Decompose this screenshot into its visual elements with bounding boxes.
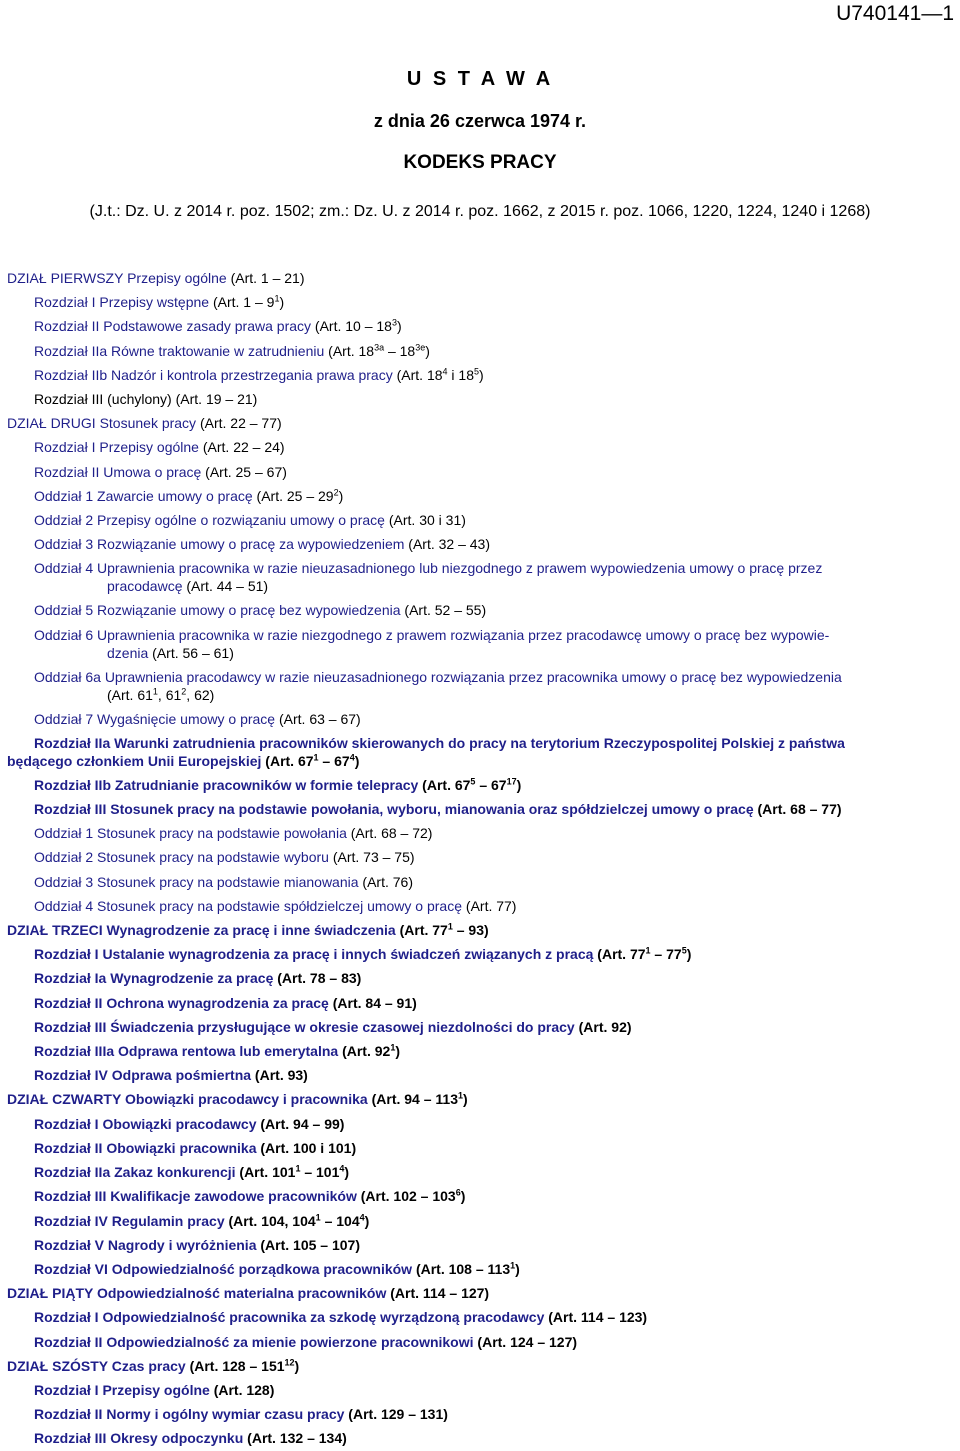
toc-entry[interactable]: Rozdział Ia Wynagrodzenie za pracę (Art. 78 – 83) bbox=[34, 970, 362, 987]
toc-entry[interactable]: Rozdział I Przepisy wstępne (Art. $1 - 9^1$) bbox=[34, 293, 285, 311]
toc-entry[interactable]: Oddział 1 Zawarcie umowy o pracę (Art. $25 - 29^2$) bbox=[34, 487, 344, 504]
toc-entry[interactable]: Rozdział IV Regulamin pracy (Art. 104, $104^1 - 104^4$) bbox=[34, 1211, 370, 1229]
toc-section-entry[interactable]: DZIAŁ CZWARTY Obowiązki pracodawcy i pracownika (Art. $94 - 113^1$) bbox=[7, 1090, 468, 1108]
toc-entry[interactable]: Rozdział IIIa Odprawa rentowa lub emerytalna (Art. $92^1$) bbox=[34, 1042, 400, 1060]
toc-section-entry[interactable]: DZIAŁ DRUGI Stosunek pracy (Art. 22 – 77) bbox=[7, 415, 282, 432]
toc-entry[interactable]: Oddział 2 Stosunek pracy na podstawie wyboru (Art. 73 – 75) bbox=[34, 849, 415, 866]
toc-entry[interactable]: Rozdział V Nagrody i wyróżnienia (Art. 105 – 107) bbox=[34, 1236, 360, 1253]
toc-section-entry[interactable]: DZIAŁ TRZECI Wynagrodzenie za pracę i inne świadczenia (Art. $77^1 - 93$) bbox=[7, 921, 489, 939]
toc-entry[interactable]: Rozdział III Kwalifikacje zawodowe pracowników (Art. $102 - 103^6$) bbox=[34, 1187, 466, 1205]
toc-entry[interactable]: Rozdział II Ochrona wynagrodzenia za pracę (Art. 84 – 91) bbox=[34, 994, 417, 1011]
toc-entry[interactable]: Rozdział IIa Równe traktowanie w zatrudnieniu (Art. $18^{3a} - 18^{3e}$) bbox=[34, 341, 430, 359]
toc-entry[interactable]: Rozdział III Świadczenia przysługujące w okresie czasowej niezdolności do pracy (Art. 92) bbox=[34, 1018, 632, 1035]
toc-entry[interactable]: Rozdział I Przepisy ogólne (Art. 22 – 24) bbox=[34, 439, 285, 456]
toc-entry[interactable]: Rozdział IIb Nadzór i kontrola przestrzegania prawa pracy (Art. $18^4$ i $18^5$) bbox=[34, 366, 484, 383]
publication-source: (J.t.: Dz. U. z 2014 r. poz. 1502; zm.: Dz. U. z 2014 r. poz. 1662, z 2015 r. poz. 1066, 1220, 1224, 1240 i 1268) bbox=[89, 203, 871, 220]
toc-entry[interactable]: Rozdział I Obowiązki pracodawcy (Art. 94 – 99) bbox=[34, 1115, 345, 1132]
toc-entry[interactable]: Oddział 4 Uprawnienia pracownika w razie nieuzasadnionego lub niezgodnego z prawem wypowiedzenia umowy o pracę przez pracodawcę (Art. 44 – 51) bbox=[34, 560, 823, 595]
toc-section-entry[interactable]: DZIAŁ PIĄTY Odpowiedzialność materialna pracowników (Art. 114 – 127) bbox=[7, 1285, 490, 1302]
toc-entry[interactable]: Rozdział II Podstawowe zasady prawa pracy (Art. $10 - 18^3$) bbox=[34, 317, 402, 335]
toc-entry[interactable]: Rozdział III Stosunek pracy na podstawie powołania, wyboru, mianowania oraz spółdzielczej umowy o pracę (Art. 68 – 77) bbox=[34, 801, 842, 818]
toc-entry[interactable]: Oddział 1 Stosunek pracy na podstawie powołania (Art. 68 – 72) bbox=[34, 825, 433, 842]
act-date: z dnia 26 czerwca 1974 r. bbox=[373, 111, 587, 131]
toc-entry[interactable]: Oddział 7 Wygaśnięcie umowy o pracę (Art. 63 – 67) bbox=[34, 710, 361, 727]
toc-entry[interactable]: Rozdział I Przepisy ogólne (Art. 128) bbox=[34, 1381, 275, 1398]
toc-section-entry[interactable]: DZIAŁ SZÓSTY Czas pracy (Art. $128 - 151^{12}$) bbox=[7, 1357, 300, 1374]
toc-entry[interactable]: Oddział 5 Rozwiązanie umowy o pracę bez wypowiedzenia (Art. 52 – 55) bbox=[34, 602, 487, 619]
toc-entry[interactable]: Rozdział VI Odpowiedzialność porządkowa pracowników (Art. $108 - 113^1$) bbox=[34, 1260, 520, 1277]
toc-entry[interactable]: Oddział 6 Uprawnienia pracownika w razie niezgodnego z prawem rozwiązania przez pracodawcę umowy o pracę bez wypowie- dzenia (Art. 56 – 61) bbox=[34, 626, 830, 661]
toc-entry[interactable]: Oddział 6a Uprawnienia pracodawcy w razie nieuzasadnionego rozwiązania przez pracownika umowy o pracę bez wypowiedzenia (Art. $61^1$, $61^2$, 62) bbox=[34, 668, 842, 703]
toc-entry[interactable]: Rozdział IIb Zatrudnianie pracowników w formie telepracy (Art. $67^5 - 67^{17}$) bbox=[34, 776, 522, 793]
toc-entry[interactable]: Rozdział IV Odprawa pośmiertna (Art. 93) bbox=[34, 1067, 308, 1084]
toc-entry[interactable]: Rozdział II Umowa o pracę (Art. 25 – 67) bbox=[34, 463, 287, 480]
act-name: KODEKS PRACY bbox=[403, 152, 557, 173]
act-title: U S T A W A bbox=[406, 68, 554, 90]
toc-section-entry[interactable]: DZIAŁ PIERWSZY Przepisy ogólne (Art. 1 – 21) bbox=[7, 270, 305, 286]
toc-entry[interactable]: Rozdział I Ustalanie wynagrodzenia za pracę i innych świadczeń związanych z pracą (Art. $77^1 - 77^5$) bbox=[34, 945, 692, 963]
table-of-contents bbox=[7, 266, 957, 1451]
toc-entry[interactable]: Rozdział IIa Warunki zatrudnienia pracowników skierowanych do pracy na terytorium Rzeczypospolitej Polskiej z państwa będącego członkiem Unii Europejskiej (Art. $67^1 - 67^4$) bbox=[7, 734, 845, 769]
toc-entry[interactable]: Rozdział III (uchylony) (Art. 19 – 21) bbox=[34, 391, 258, 408]
toc-entry[interactable]: Rozdział II Obowiązki pracownika (Art. 100 i 101) bbox=[34, 1139, 357, 1156]
toc-entry[interactable]: Oddział 3 Stosunek pracy na podstawie mianowania (Art. 76) bbox=[34, 873, 413, 890]
toc-entry[interactable]: Rozdział I Odpowiedzialność pracownika za szkodę wyrządzoną pracodawcy (Art. 114 – 123) bbox=[34, 1309, 648, 1326]
toc-entry[interactable]: Rozdział II Normy i ogólny wymiar czasu pracy (Art. 129 – 131) bbox=[34, 1406, 448, 1423]
toc-entry[interactable]: Oddział 4 Stosunek pracy na podstawie spółdzielczej umowy o pracę (Art. 77) bbox=[34, 897, 517, 914]
toc-entry[interactable]: Oddział 2 Przepisy ogólne o rozwiązaniu umowy o pracę (Art. 30 i 31) bbox=[34, 512, 466, 529]
document-id: U740141—1 bbox=[836, 2, 954, 25]
toc-entry[interactable]: Rozdział III Okresy odpoczynku (Art. 132 – 134) bbox=[34, 1430, 347, 1447]
toc-entry[interactable]: Oddział 3 Rozwiązanie umowy o pracę za wypowiedzeniem (Art. 32 – 43) bbox=[34, 536, 490, 553]
toc-entry[interactable]: Rozdział IIa Zakaz konkurencji (Art. $101^1 - 101^4$) bbox=[34, 1163, 350, 1181]
toc-entry[interactable]: Rozdział II Odpowiedzialność za mienie powierzone pracownikowi (Art. 124 – 127) bbox=[34, 1333, 578, 1350]
